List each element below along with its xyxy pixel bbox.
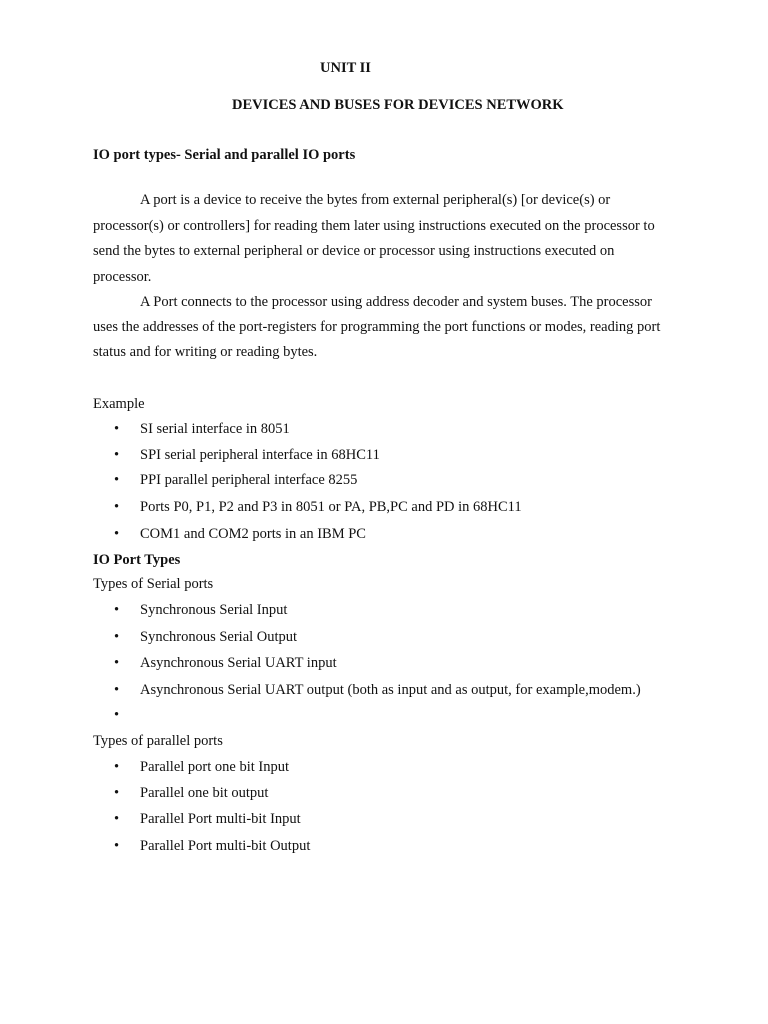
bullet-icon: • bbox=[114, 811, 120, 827]
bullet-icon: • bbox=[114, 759, 120, 775]
list-item bbox=[114, 628, 297, 646]
bullet-icon: • bbox=[114, 472, 120, 488]
list-item bbox=[114, 758, 289, 776]
list-item bbox=[114, 784, 268, 802]
example-label: Example bbox=[93, 396, 145, 412]
list-item-text: SPI serial peripheral interface in 68HC11 bbox=[140, 447, 380, 463]
list-item-text: SI serial interface in 8051 bbox=[140, 421, 290, 437]
list-item bbox=[114, 498, 522, 516]
bullet-icon: • bbox=[114, 655, 120, 671]
paragraph2-line-3: status and for writing or reading bytes. bbox=[93, 344, 318, 360]
list-item-text: Synchronous Serial Input bbox=[140, 602, 288, 618]
list-item-text: COM1 and COM2 ports in an IBM PC bbox=[140, 526, 366, 542]
paragraph1-line-3: send the bytes to external peripheral or device or processor using instructions executed on bbox=[93, 243, 615, 259]
list-item bbox=[114, 420, 290, 438]
paragraph1-line-2: processor(s) or controllers] for reading them later using instructions executed on the processor to bbox=[93, 218, 655, 234]
bullet-icon: • bbox=[114, 682, 120, 698]
list-item bbox=[114, 525, 366, 543]
bullet-icon: • bbox=[114, 838, 120, 854]
list-item bbox=[114, 601, 287, 619]
bullet-icon: • bbox=[114, 602, 120, 618]
bullet-icon: • bbox=[114, 526, 120, 542]
list-item-text: PPI parallel peripheral interface 8255 bbox=[140, 472, 358, 488]
page-title: DEVICES AND BUSES FOR DEVICES NETWORK bbox=[232, 97, 564, 113]
list-item bbox=[114, 446, 380, 464]
paragraph2-line-1: A Port connects to the processor using address decoder and system buses. The processor bbox=[140, 294, 652, 310]
bullet-icon: • bbox=[114, 447, 120, 463]
list-item-text: Parallel Port multi-bit Output bbox=[140, 838, 311, 854]
serial-ports-label: Types of Serial ports bbox=[93, 576, 214, 592]
list-item-text: Parallel one bit output bbox=[140, 785, 269, 801]
list-item-text: Synchronous Serial Output bbox=[140, 629, 298, 645]
paragraph1-line-1: A port is a device to receive the bytes from external peripheral(s) [or device(s) or bbox=[140, 192, 611, 208]
bullet-icon: • bbox=[114, 629, 120, 645]
list-item bbox=[114, 654, 337, 672]
paragraph2-line-2: uses the addresses of the port-registers for programming the port functions or modes, reading port bbox=[93, 319, 661, 335]
list-item bbox=[114, 706, 140, 724]
list-item bbox=[114, 837, 310, 855]
bullet-icon: • bbox=[114, 499, 120, 515]
list-item bbox=[114, 681, 641, 699]
list-item bbox=[114, 810, 301, 828]
list-item-text: Asynchronous Serial UART output (both as input and as output, for example,modem.) bbox=[140, 682, 641, 698]
list-item-text: Parallel port one bit Input bbox=[140, 759, 289, 775]
list-item bbox=[114, 471, 357, 489]
bullet-icon: • bbox=[114, 707, 120, 723]
list-item-text: Asynchronous Serial UART input bbox=[140, 655, 337, 671]
bullet-icon: • bbox=[114, 421, 120, 437]
list-item-text: Ports P0, P1, P2 and P3 in 8051 or PA, PB,PC and PD in 68HC11 bbox=[140, 499, 522, 515]
section-heading: IO port types- Serial and parallel IO ports bbox=[93, 147, 356, 163]
list-item-text: Parallel Port multi-bit Input bbox=[140, 811, 301, 827]
bullet-icon: • bbox=[114, 785, 120, 801]
paragraph1-line-4: processor. bbox=[93, 269, 152, 285]
unit-title: UNIT II bbox=[320, 60, 371, 76]
parallel-ports-label: Types of parallel ports bbox=[93, 733, 223, 749]
io-port-types-heading: IO Port Types bbox=[93, 552, 181, 568]
